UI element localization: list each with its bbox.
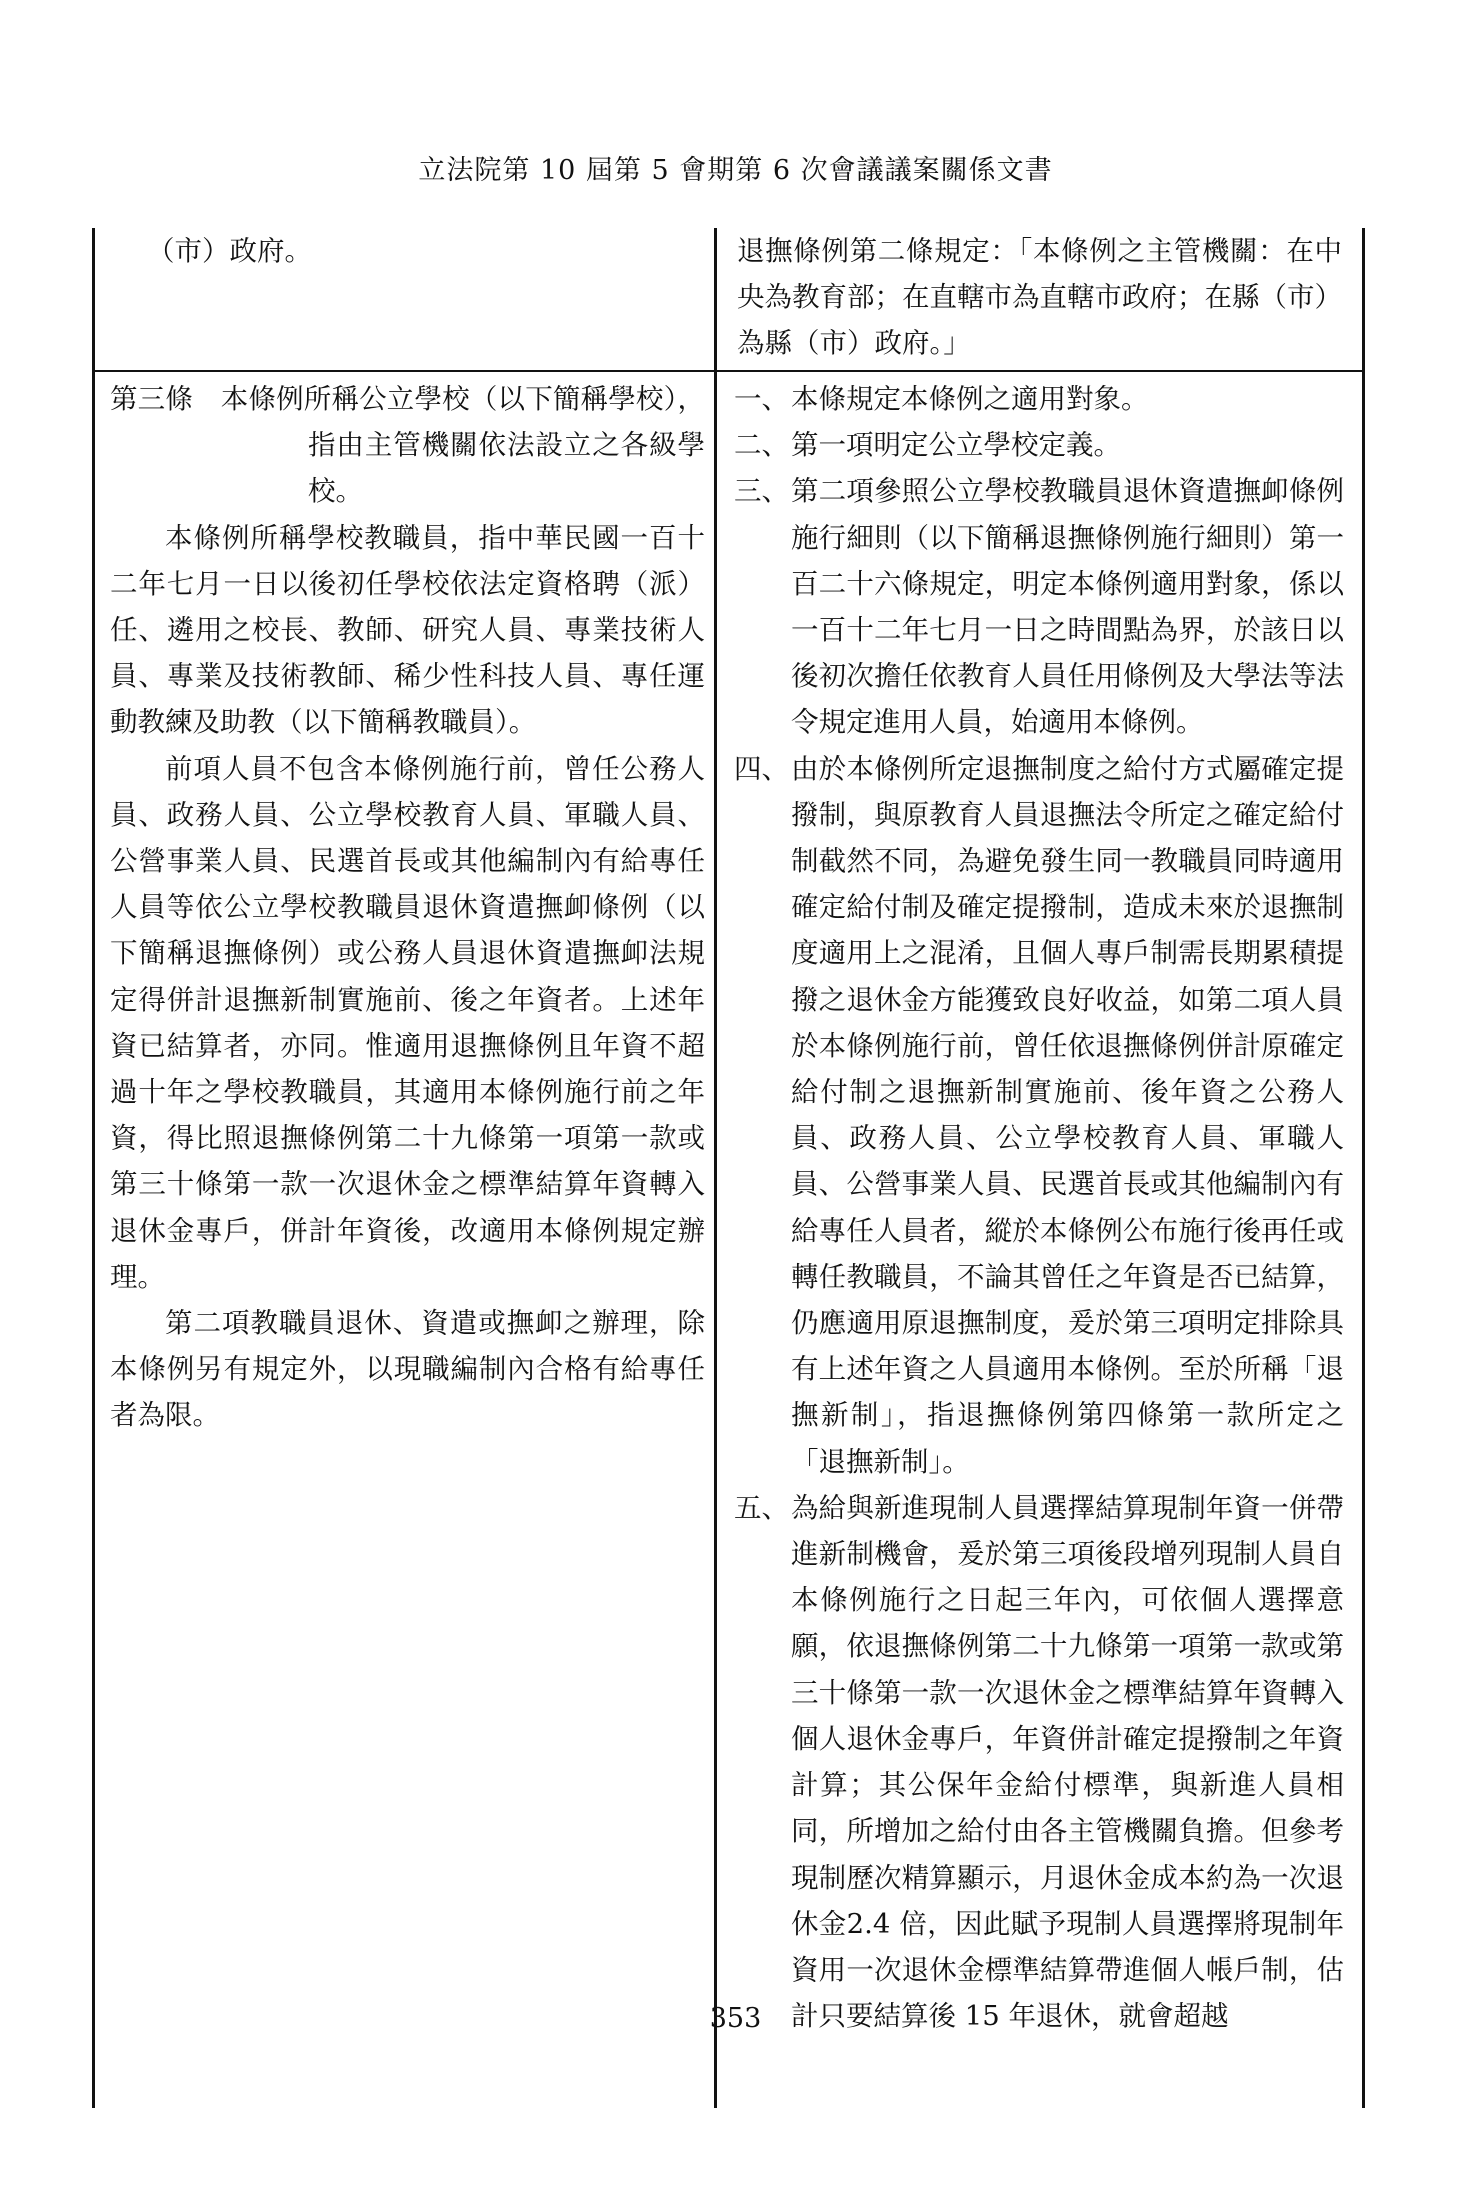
table-left-border bbox=[92, 228, 95, 2108]
explanation-item-2: 二、 第一項明定公立學校定義。 bbox=[734, 429, 1121, 462]
table-right-border bbox=[1362, 228, 1365, 2108]
explanation-item-1: 一、 本條規定本條例之適用對象。 bbox=[734, 383, 1149, 415]
article-cell bbox=[110, 376, 705, 1439]
article-paragraph-1: 第三條 本條例所稱公立學校（以下簡稱學校），指由主管機關依法設立之各級學校。 bbox=[110, 383, 706, 508]
article-label: 第三條 bbox=[110, 383, 194, 415]
top-row-left-text: （市）政府。 bbox=[147, 235, 312, 267]
article-paragraph-4: 第二項教職員退休、資遣或撫卹之辦理，除本條例另有規定外，以現職編制內合格有給專任者為限。 bbox=[110, 1307, 705, 1432]
top-row-right-text: 退撫條例第二條規定：「本條例之主管機關：在中央為教育部；在直轄市為直轄市政府；在縣（市）為縣（市）政府。」 bbox=[737, 235, 1342, 360]
top-row-right-cell bbox=[737, 228, 1342, 367]
top-row-left-cell bbox=[147, 228, 707, 274]
comparison-table bbox=[92, 228, 1365, 2108]
article-paragraph-3: 前項人員不包含本條例施行前，曾任公務人員、政務人員、公立學校教育人員、軍職人員、公營事業人員、民選首長或其他編制內有給專任人員等依公立學校教職員退休資遣撫卹條例（以下簡稱退撫條例）或公務人員退休資遣撫卹法規定得併計退撫新制實施前、後之年資者。上述年資已結算者，亦同。惟適用退撫條例且年資不超過十年之學校教職員，其適用本條例施行前之年資，得比照退撫條例第二十九條第一項第一款或第三十條第一款一次退休金之標準結算年資轉入退休金專戶，併計年資後，改適用本條例規定辦理。 bbox=[110, 752, 705, 1293]
explanation-item-5: 五、 為給與新進現制人員選擇結算現制年資一併帶進新制機會，爰於第三項後段增列現制人員自本條例施行之日起三年內，可依個人選擇意願，依退撫條例第二十九條第一項第一款或第三十條第一款一次退休金之標準結算年資轉入個人退休金專戶，年資併計確定提撥制之年資計算；其公保年金給付標準，與新進人員相同，所增加之給付由各主管機關負擔。但參考現制歷次精算顯示，月退休金成本約為一次退休金2.4 倍，因此賦予現制人員選擇將現制年資用一次退休金標準結算帶進個人帳戶制，估計只要結算後 15 年退休，就會超越 bbox=[734, 1491, 1344, 2033]
explanation-cell bbox=[734, 376, 1344, 2039]
article-paragraph-2: 本條例所稱學校教職員，指中華民國一百十二年七月一日以後初任學校依法定資格聘（派）任、遴用之校長、教師、研究人員、專業技術人員、專業及技術教師、稀少性科技人員、專任運動教練及助教（以下簡稱教職員）。 bbox=[110, 521, 705, 739]
row-divider bbox=[92, 370, 1365, 372]
document-header: 立法院第 10 屆第 5 會期第 6 次會議議案關係文書 bbox=[418, 155, 1053, 186]
explanation-item-3: 三、 第二項參照公立學校教職員退休資遣撫卹條例施行細則（以下簡稱退撫條例施行細則）第一百二十六條規定，明定本條例適用對象，係以一百十二年七月一日之時間點為界，於該日以後初次擔任依教育人員任用條例及大學法等法令規定進用人員，始適用本條例。 bbox=[734, 475, 1344, 739]
table-middle-border bbox=[714, 228, 717, 2108]
page-number: 353 bbox=[709, 2003, 762, 2034]
explanation-item-4: 四、 由於本條例所定退撫制度之給付方式屬確定提撥制，與原教育人員退撫法令所定之確定給付制截然不同，為避免發生同一教職員同時適用確定給付制及確定提撥制，造成未來於退撫制度適用上之混淆，且個人專戶制需長期累積提撥之退休金方能獲致良好收益，如第二項人員於本條例施行前，曾任依退撫條例併計原確定給付制之退撫新制實施前、後年資之公務人員、政務人員、公立學校教育人員、軍職人員、公營事業人員、民選首長或其他編制內有給專任人員者，縱於本條例公布施行後再任或轉任教職員，不論其曾任之年資是否已結算，仍應適用原退撫制度，爰於第三項明定排除具有上述年資之人員適用本條例。至於所稱「退撫新制」，指退撫條例第四條第一款所定之「退撫新制」。 bbox=[734, 752, 1344, 1478]
